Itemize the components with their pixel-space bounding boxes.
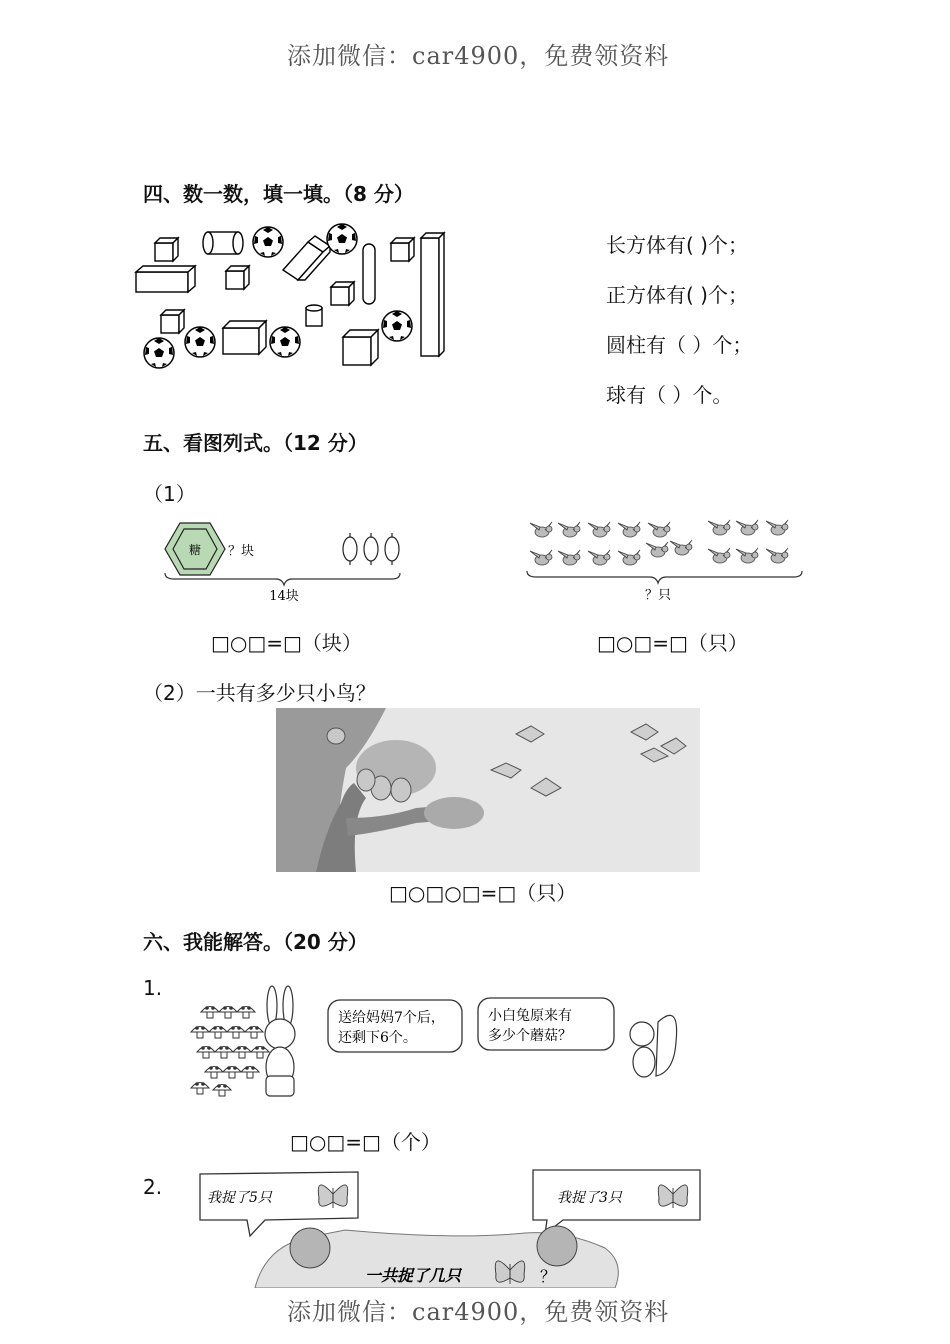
tall-cuboid-shape bbox=[421, 233, 444, 356]
cube-shape bbox=[155, 238, 178, 261]
formula-candy: □○□=□（块） bbox=[211, 631, 362, 655]
tree-birds-picture bbox=[276, 708, 700, 872]
section-4-heading: 四、数一数，填一填。（8 分） bbox=[143, 182, 414, 206]
answer-sphere: 球有（ ）个。 bbox=[606, 383, 733, 407]
bubble1-line2: 还剩下6个。 bbox=[338, 1030, 417, 1046]
watermark-top: 添加微信：car4900，免费领资料 bbox=[287, 42, 670, 70]
cylinder-shape bbox=[203, 232, 243, 254]
squirrel-figure bbox=[630, 1015, 677, 1077]
candy-question-label: ？块 bbox=[228, 544, 255, 559]
bird-groups-figure bbox=[522, 515, 812, 607]
question-2-number: 2. bbox=[143, 1175, 163, 1199]
candy-label: 糖 bbox=[188, 543, 202, 557]
formula-tree-birds: □○□○□=□（只） bbox=[389, 881, 577, 905]
answer-cuboid: 长方体有( )个； bbox=[606, 233, 748, 257]
mushroom-pile bbox=[191, 1007, 269, 1097]
shapes-figure bbox=[133, 222, 448, 374]
cube-shape bbox=[343, 330, 378, 365]
bubble2-line1: 小白兔原来有 bbox=[488, 1008, 572, 1024]
bubble1-line1: 送给妈妈7个后， bbox=[338, 1010, 445, 1026]
bird-group-right bbox=[708, 520, 788, 563]
part-2-label: （2）一共有多少只小鸟？ bbox=[143, 681, 376, 705]
cube-shape bbox=[331, 282, 354, 305]
answer-cylinder: 圆柱有（ ）个； bbox=[606, 333, 753, 357]
small-cylinder-shape bbox=[306, 305, 322, 326]
cube-shape bbox=[226, 266, 249, 289]
ball-shape bbox=[270, 327, 300, 357]
bird-question-label: ？只 bbox=[644, 588, 672, 603]
part-1-label: （1） bbox=[143, 482, 196, 506]
formula-rabbit: □○□=□（个） bbox=[290, 1130, 441, 1154]
cube-shape bbox=[161, 310, 184, 333]
ball-shape bbox=[382, 311, 412, 341]
candy-total-label: 14块 bbox=[269, 589, 299, 604]
cube-shape bbox=[391, 238, 414, 261]
long-cuboid-shape bbox=[136, 266, 195, 292]
sign-right-text: 我捉了3只 bbox=[557, 1190, 622, 1206]
ball-shape bbox=[144, 338, 174, 368]
section-6-heading: 六、我能解答。（20 分） bbox=[143, 930, 368, 954]
section-5-heading: 五、看图列式。（12 分） bbox=[143, 431, 368, 455]
tall-cylinder-shape bbox=[363, 244, 375, 304]
ball-shape bbox=[185, 327, 215, 357]
cuboid-shape bbox=[223, 321, 266, 354]
question-1-number: 1. bbox=[143, 976, 163, 1000]
banner-question: ？ bbox=[540, 1267, 557, 1286]
formula-birds: □○□=□（只） bbox=[597, 631, 748, 655]
tilted-cuboid-shape bbox=[283, 236, 330, 280]
sign-left-text: 我捉了5只 bbox=[207, 1190, 272, 1206]
banner-text: 一共捉了几只 bbox=[365, 1266, 462, 1285]
ball-shape bbox=[327, 224, 357, 254]
bird-group-left bbox=[530, 522, 692, 565]
ball-shape bbox=[253, 227, 283, 257]
rabbit-figure bbox=[265, 986, 295, 1096]
watermark-bottom: 添加微信：car4900，免费领资料 bbox=[287, 1298, 670, 1326]
rabbit-mushroom-figure bbox=[180, 982, 690, 1112]
answer-cube: 正方体有( )个； bbox=[606, 283, 748, 307]
candy-figure bbox=[160, 515, 410, 607]
bubble2-line2: 多少个蘑菇？ bbox=[488, 1028, 572, 1044]
butterfly-figure bbox=[195, 1168, 705, 1288]
